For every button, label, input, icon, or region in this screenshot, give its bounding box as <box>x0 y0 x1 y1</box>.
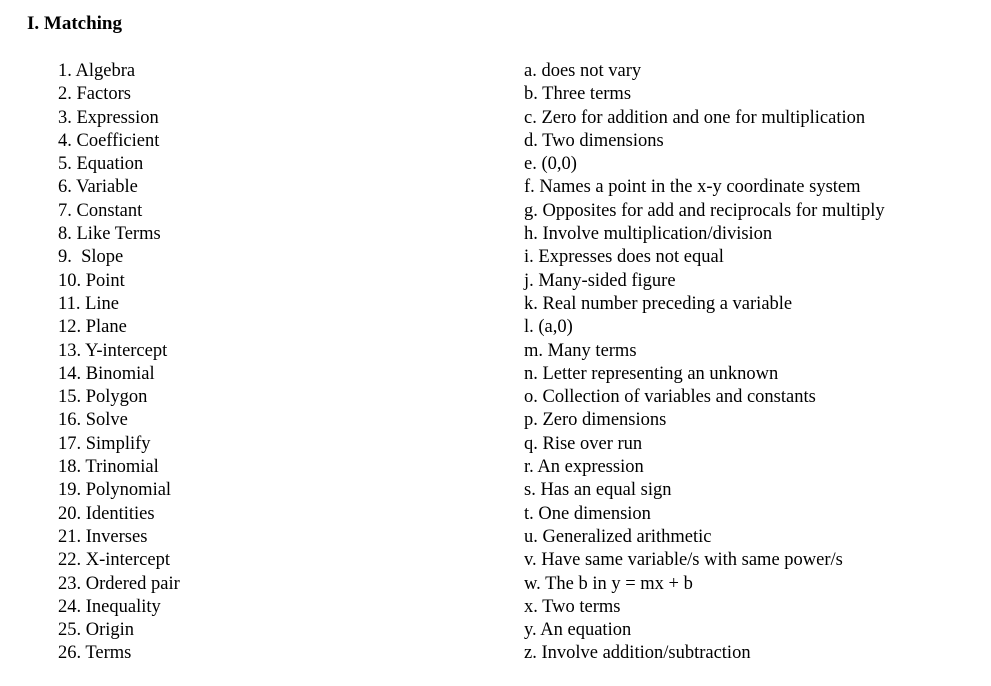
definitions-list <box>524 60 885 666</box>
definition-item: f. Names a point in the x-y coordinate system <box>524 177 861 198</box>
definition-item: g. Opposites for add and reciprocals for multiply <box>524 200 885 221</box>
term-item: 22. X-intercept <box>58 550 170 571</box>
definition-item: n. Letter representing an unknown <box>524 363 779 384</box>
definition-item: e. (0,0) <box>524 154 577 175</box>
definition-item: s. Has an equal sign <box>524 480 672 501</box>
term-item: 26. Terms <box>58 643 132 664</box>
term-item: 1. Algebra <box>58 61 136 81</box>
term-item: 20. Identities <box>58 503 155 524</box>
term-item: 5. Equation <box>58 154 144 175</box>
definition-item: l. (a,0) <box>524 317 573 338</box>
term-item: 21. Inverses <box>58 526 148 547</box>
term-item: 4. Coefficient <box>58 130 160 151</box>
definition-item: r. An expression <box>524 457 644 478</box>
definition-item: j. Many-sided figure <box>524 270 676 291</box>
term-item: 15. Polygon <box>58 387 148 408</box>
term-item: 18. Trinomial <box>58 457 159 478</box>
term-item: 17. Simplify <box>58 433 151 454</box>
definition-item: u. Generalized arithmetic <box>524 526 712 547</box>
term-item: 9. Slope <box>58 247 124 268</box>
definition-item: p. Zero dimensions <box>524 410 667 431</box>
definition-item: m. Many terms <box>524 340 637 361</box>
term-item: 7. Constant <box>58 200 143 221</box>
definition-item: q. Rise over run <box>524 433 643 454</box>
definition-item: k. Real number preceding a variable <box>524 293 793 314</box>
term-item: 25. Origin <box>58 620 135 641</box>
definition-item: z. Involve addition/subtraction <box>524 643 751 664</box>
term-item: 11. Line <box>58 293 119 314</box>
definition-item: t. One dimension <box>524 503 651 524</box>
definition-item: w. The b in y = mx + b <box>524 573 693 594</box>
definition-item: d. Two dimensions <box>524 130 664 151</box>
term-item: 16. Solve <box>58 410 128 431</box>
term-item: 6. Variable <box>58 177 138 198</box>
definition-item: o. Collection of variables and constants <box>524 387 816 408</box>
term-item: 3. Expression <box>58 107 159 128</box>
term-item: 8. Like Terms <box>58 224 161 245</box>
term-item: 12. Plane <box>58 317 127 338</box>
section-title: I. Matching <box>27 13 122 34</box>
term-item: 10. Point <box>58 270 125 291</box>
definition-item: i. Expresses does not equal <box>524 247 724 268</box>
definition-item: h. Involve multiplication/division <box>524 224 773 245</box>
term-item: 13. Y-intercept <box>58 340 168 361</box>
term-item: 23. Ordered pair <box>58 573 180 594</box>
definition-item: y. An equation <box>524 620 632 641</box>
term-item: 14. Binomial <box>58 363 155 384</box>
definition-item: v. Have same variable/s with same power/s <box>524 550 843 571</box>
definition-item: c. Zero for addition and one for multiplication <box>524 107 866 128</box>
terms-list <box>58 60 180 666</box>
definition-item: a. does not vary <box>524 61 642 81</box>
definition-item: x. Two terms <box>524 596 621 617</box>
term-item: 19. Polynomial <box>58 480 172 501</box>
term-item: 24. Inequality <box>58 596 161 617</box>
term-item: 2. Factors <box>58 84 131 105</box>
definition-item: b. Three terms <box>524 84 632 105</box>
